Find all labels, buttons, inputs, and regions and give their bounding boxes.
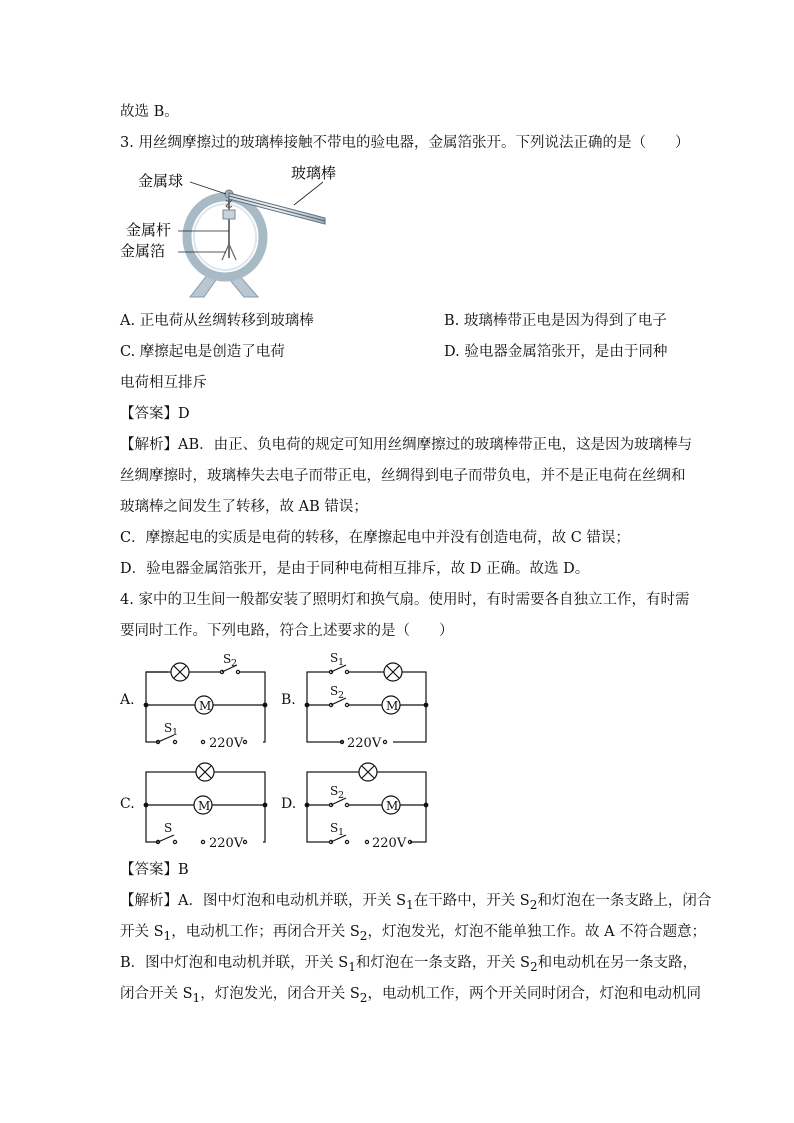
question-4-stem: 4. 家中的卫生间一般都安装了照明灯和换气扇。使用时，有时需要各自独立工作，有时需 [120, 592, 690, 608]
svg-text:S: S [330, 821, 339, 835]
label-metal-ball: 金属球 [138, 172, 184, 190]
label-glass-rod: 玻璃棒 [291, 164, 337, 182]
option-c: C. 摩擦起电是创造了电荷 [120, 344, 285, 360]
electroscope-figure [118, 160, 348, 305]
svg-text:S: S [330, 784, 339, 798]
circuit-a [119, 652, 267, 751]
svg-text:M: M [199, 699, 212, 713]
svg-text:2: 2 [338, 690, 345, 701]
option-b: B. 玻璃棒带正电是因为得到了电子 [444, 313, 667, 329]
text-line: 电荷相互排斥 [120, 375, 207, 391]
option-a: A. 正电荷从丝绸转移到玻璃棒 [120, 313, 314, 329]
answer-label: 【答案】B [120, 862, 189, 878]
svg-text:1: 1 [172, 727, 179, 738]
analysis-line: C．摩擦起电的实质是电荷的转移，在摩擦起电中并没有创造电荷，故 C 错误； [120, 530, 630, 546]
circuit-b [281, 651, 428, 751]
svg-text:1: 1 [338, 657, 345, 668]
svg-text:220V: 220V [209, 836, 244, 851]
svg-text:S: S [223, 652, 232, 666]
svg-text:2: 2 [338, 790, 345, 801]
circuit-d [281, 763, 428, 851]
analysis-line: 【解析】AB．由正、负电荷的规定可知用丝绸摩擦过的玻璃棒带正电，这是因为玻璃棒与 [120, 437, 693, 453]
svg-text:S: S [330, 684, 339, 698]
circuit-b-label: B. [281, 692, 296, 708]
analysis-line: 玻璃棒之间发生了转移，故 AB 错误； [120, 499, 368, 515]
svg-text:M: M [198, 799, 211, 813]
svg-text:M: M [386, 799, 399, 813]
svg-text:220V: 220V [347, 736, 382, 751]
label-metal-stem: 金属杆 [126, 221, 172, 239]
analysis-line: 丝绸摩擦时，玻璃棒失去电子而带正电，丝绸得到电子而带负电，并不是正电荷在丝绸和 [120, 468, 686, 484]
answer-label: 【答案】D [120, 406, 190, 422]
svg-text:220V: 220V [372, 836, 407, 851]
svg-text:S: S [164, 821, 173, 835]
text-line: 故选 B。 [120, 104, 179, 120]
svg-text:220V: 220V [209, 736, 244, 751]
circuit-a-label: A. [120, 692, 135, 708]
analysis-line: 开关 $S_1$，电动机工作；再闭合开关 $S_2$，灯泡发光，灯泡不能单独工作。故 A 不符合题意； [120, 924, 707, 943]
svg-text:S: S [164, 721, 173, 735]
svg-text:1: 1 [338, 827, 345, 838]
analysis-line: B．图中灯泡和电动机并联，开关 $S_1$和灯泡在一条支路，开关 $S_2$和电动机在另一条支路， [120, 955, 698, 974]
analysis-line: 闭合开关 $S_1$，灯泡发光，闭合开关 $S_2$，电动机工作，两个开关同时闭合，灯泡和电动机同 [120, 986, 701, 1005]
circuit-diagrams [118, 648, 438, 853]
electroscope-jar [187, 197, 263, 277]
analysis-line: 【解析】A．图中灯泡和电动机并联，开关 $S_1$在干路中，开关 $S_2$和灯泡在一条支路上，闭合 [120, 893, 712, 912]
circuit-c [120, 763, 267, 851]
label-metal-foil: 金属箔 [120, 242, 166, 260]
circuit-c-label: C. [120, 796, 135, 812]
svg-text:2: 2 [231, 658, 238, 669]
svg-text:M: M [386, 699, 399, 713]
circuit-d-label: D. [281, 796, 297, 812]
analysis-line: D．验电器金属箔张开，是由于同种电荷相互排斥，故 D 正确。故选 D。 [120, 561, 590, 577]
option-d: D. 验电器金属箔张开，是由于同种 [444, 344, 668, 360]
question-4-stem: 要同时工作。下列电路，符合上述要求的是（ ） [120, 623, 454, 639]
svg-text:S: S [330, 651, 339, 665]
question-3-stem: 3. 用丝绸摩擦过的玻璃棒接触不带电的验电器，金属箔张开。下列说法正确的是（ ） [120, 135, 690, 151]
